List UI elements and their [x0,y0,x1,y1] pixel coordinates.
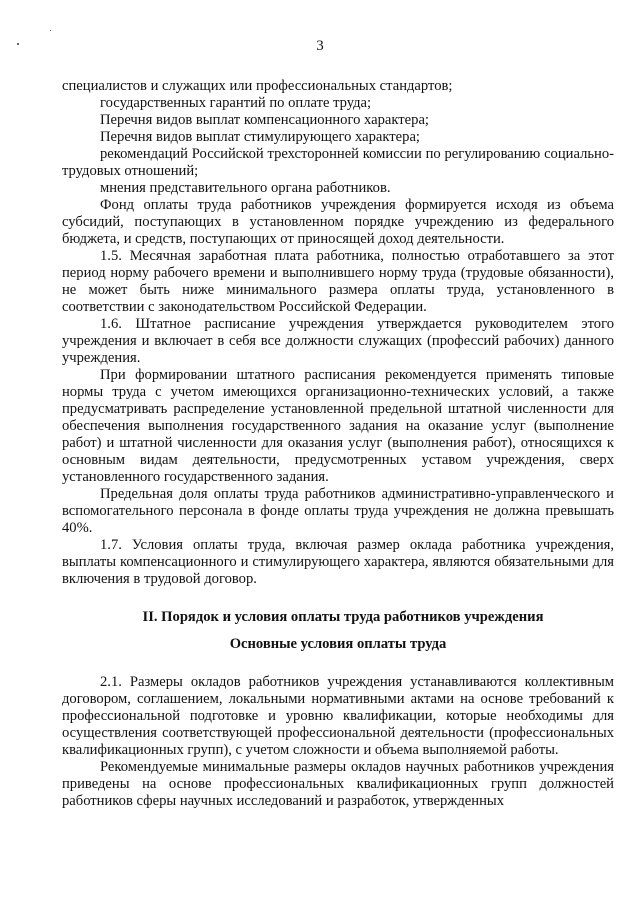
paragraph: Перечня видов выплат стимулирующего характера; [100,129,420,145]
section-heading: II. Порядок и условия оплаты труда работников учреждения [142,609,544,625]
paragraph: 1.7. Условия оплаты труда, включая размер оклада работника учреждения, выплаты компенсационного и стимулирующего характера, являются обязательными для включения в трудовой договор. [62,537,614,587]
paragraphs-bottom [62,674,614,810]
subsection-heading: Основные условия оплаты труда [229,636,447,652]
paragraph: рекомендаций Российской трехсторонней комиссии по регулированию социально-трудовых отношений; [62,146,614,179]
paragraph: Рекомендуемые минимальные размеры окладов научных работников учреждения приведены на основе профессиональных квалификационных групп должностей работников сферы научных исследований и разработок, утвержденных [62,759,614,809]
paragraph: При формировании штатного расписания рекомендуется применять типовые нормы труда с учетом имеющихся организационно-технических условий, а также предусматривать распределение установленной предельной штатной численности для обеспечения выполнения государственного задания на оказание услуг (выполнение работ) и штатной численности для оказания услуг (выполнения работ), относящихся к основным видам деятельности, предусмотренных уставом учреждения, сверх установленного государственного задания. [62,367,614,485]
paragraph: 1.6. Штатное расписание учреждения утверждается руководителем этого учреждения и включает в себя все должности служащих (профессий рабочих) данного учреждения. [62,316,614,366]
paragraph: специалистов и служащих или профессиональных стандартов; [62,78,453,94]
document-body [62,78,614,810]
paragraph: 1.5. Месячная заработная плата работника, полностью отработавшего за этот период норму рабочего времени и выполнившего норму труда (трудовые обязанности), не может быть ниже минимального размера оплаты труда, установленного в соответствии с законодательством Российской Федерации. [62,248,614,315]
paragraph: 2.1. Размеры окладов работников учреждения устанавливаются коллективным договором, соглашением, локальными нормативными актами на основе требований к профессиональной подготовке и уровню квалификации, которые необходимы для осуществления соответствующей профессиональной деятельности (профессиональных квалификационных групп), с учетом сложности и объема выполняемой работы. [62,674,614,758]
page-number: 3 [316,38,324,54]
paragraph: Предельная доля оплаты труда работников административно-управленческого и вспомогательного персонала в фонде оплаты труда учреждения не должна превышать 40%. [62,486,614,536]
scan-speck [50,30,51,31]
paragraphs-top [62,78,614,588]
paragraph: мнения представительного органа работников. [100,180,391,196]
paragraph: Фонд оплаты труда работников учреждения формируется исходя из объема субсидий, поступающих в установленном порядке учреждению из федерального бюджета, и средств, поступающих от приносящей доход деятельности. [62,197,614,247]
paragraph: государственных гарантий по оплате труда; [100,95,372,111]
paragraph: Перечня видов выплат компенсационного характера; [100,112,429,128]
